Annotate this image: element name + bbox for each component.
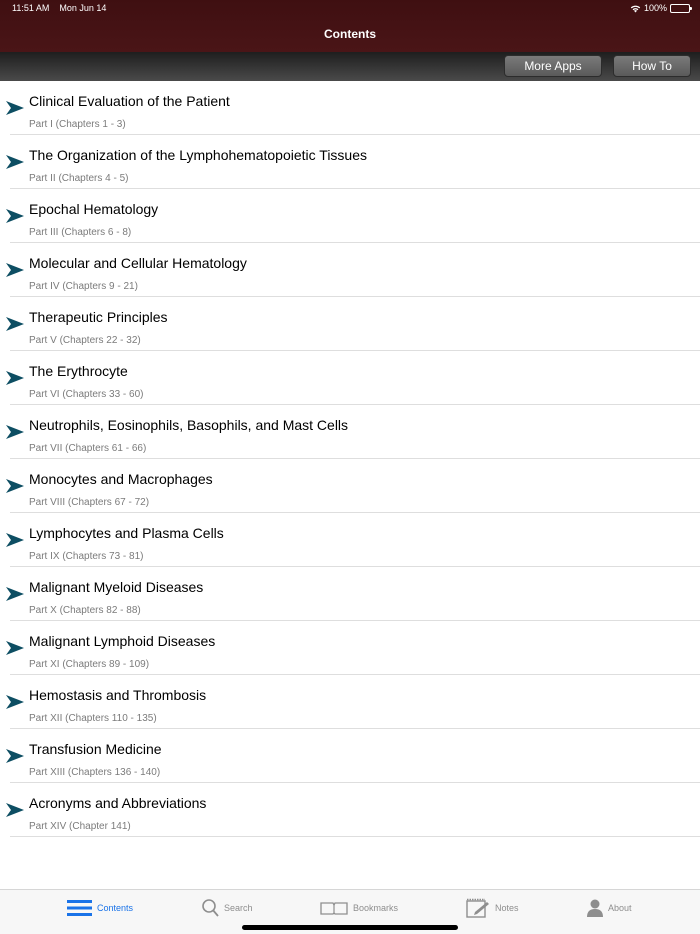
tab-search[interactable] (202, 896, 253, 920)
battery-percent: 100% (643, 3, 667, 13)
tab-label: Contents (97, 903, 134, 913)
item-title: Clinical Evaluation of the Patient (29, 93, 230, 109)
chevron-right-icon (6, 586, 24, 602)
item-title: Hemostasis and Thrombosis (29, 687, 207, 703)
notes-icon (466, 898, 490, 918)
item-title: Therapeutic Principles (29, 309, 168, 325)
tab-bookmarks[interactable] (320, 896, 398, 920)
battery-icon (670, 4, 690, 13)
status-date: Mon Jun 14 (59, 3, 107, 13)
item-title: Transfusion Medicine (29, 741, 162, 757)
status-bar-left (12, 3, 106, 13)
item-subtitle: Part IX (Chapters 73 - 81) (29, 551, 144, 562)
navigation-bar (0, 0, 700, 52)
contents-list (0, 81, 700, 837)
list-item[interactable] (0, 351, 700, 405)
list-item[interactable] (0, 675, 700, 729)
chevron-right-icon (6, 100, 24, 116)
list-item[interactable] (0, 405, 700, 459)
list-item[interactable] (0, 243, 700, 297)
chevron-right-icon (6, 532, 24, 548)
chevron-right-icon (6, 262, 24, 278)
tab-label: About (608, 903, 632, 913)
page-title: Contents (324, 27, 376, 41)
item-title: Monocytes and Macrophages (29, 471, 213, 487)
item-subtitle: Part XI (Chapters 89 - 109) (29, 659, 150, 670)
item-subtitle: Part XII (Chapters 110 - 135) (29, 713, 157, 724)
item-subtitle: Part V (Chapters 22 - 32) (29, 335, 141, 346)
item-title: The Organization of the Lymphohematopoietic Tissues (29, 147, 368, 163)
item-subtitle: Part XIV (Chapter 141) (29, 821, 131, 832)
toolbar (0, 52, 700, 81)
item-subtitle: Part II (Chapters 4 - 5) (29, 173, 129, 184)
item-subtitle: Part IV (Chapters 9 - 21) (29, 281, 138, 292)
status-time: 11:51 AM (12, 3, 50, 13)
chevron-right-icon (6, 424, 24, 440)
list-item[interactable] (0, 459, 700, 513)
list-item[interactable] (0, 81, 700, 135)
search-icon (202, 899, 219, 917)
chevron-right-icon (6, 154, 24, 170)
item-title: Lymphocytes and Plasma Cells (29, 525, 224, 541)
list-icon (67, 900, 92, 916)
person-icon (587, 899, 603, 917)
item-title: Malignant Lymphoid Diseases (29, 633, 216, 649)
chevron-right-icon (6, 478, 24, 494)
item-title: Molecular and Cellular Hematology (29, 255, 247, 271)
wifi-icon (630, 4, 641, 13)
book-icon (320, 901, 348, 915)
chevron-right-icon (6, 316, 24, 332)
tab-label: Search (224, 903, 253, 913)
chevron-right-icon (6, 694, 24, 710)
item-title: Acronyms and Abbreviations (29, 795, 207, 811)
chevron-right-icon (6, 208, 24, 224)
list-item[interactable] (0, 135, 700, 189)
home-indicator (242, 925, 458, 930)
item-title: Malignant Myeloid Diseases (29, 579, 204, 595)
tab-label: Bookmarks (353, 903, 399, 913)
item-subtitle: Part I (Chapters 1 - 3) (29, 119, 126, 130)
more-apps-button[interactable]: More Apps (504, 55, 602, 77)
item-subtitle: Part X (Chapters 82 - 88) (29, 605, 141, 616)
tab-notes[interactable] (466, 896, 519, 920)
item-title: The Erythrocyte (29, 363, 128, 379)
chevron-right-icon (6, 802, 24, 818)
chevron-right-icon (6, 640, 24, 656)
item-subtitle: Part III (Chapters 6 - 8) (29, 227, 132, 238)
item-subtitle: Part VII (Chapters 61 - 66) (29, 443, 147, 454)
list-item[interactable] (0, 513, 700, 567)
list-item[interactable] (0, 189, 700, 243)
list-item[interactable] (0, 621, 700, 675)
item-subtitle: Part VI (Chapters 33 - 60) (29, 389, 144, 400)
item-subtitle: Part VIII (Chapters 67 - 72) (29, 497, 150, 508)
list-item[interactable] (0, 297, 700, 351)
tab-about[interactable] (587, 896, 632, 920)
list-item[interactable] (0, 729, 700, 783)
item-title: Epochal Hematology (29, 201, 159, 217)
tab-label: Notes (495, 903, 519, 913)
tab-bar (0, 889, 700, 934)
list-item[interactable] (0, 567, 700, 621)
chevron-right-icon (6, 370, 24, 386)
how-to-button[interactable]: How To (613, 55, 691, 77)
chevron-right-icon (6, 748, 24, 764)
list-item[interactable] (0, 783, 700, 837)
item-title: Neutrophils, Eosinophils, Basophils, and Mast Cells (29, 417, 349, 433)
status-bar-right (630, 3, 690, 13)
item-subtitle: Part XIII (Chapters 136 - 140) (29, 767, 161, 778)
tab-contents[interactable] (67, 896, 133, 920)
